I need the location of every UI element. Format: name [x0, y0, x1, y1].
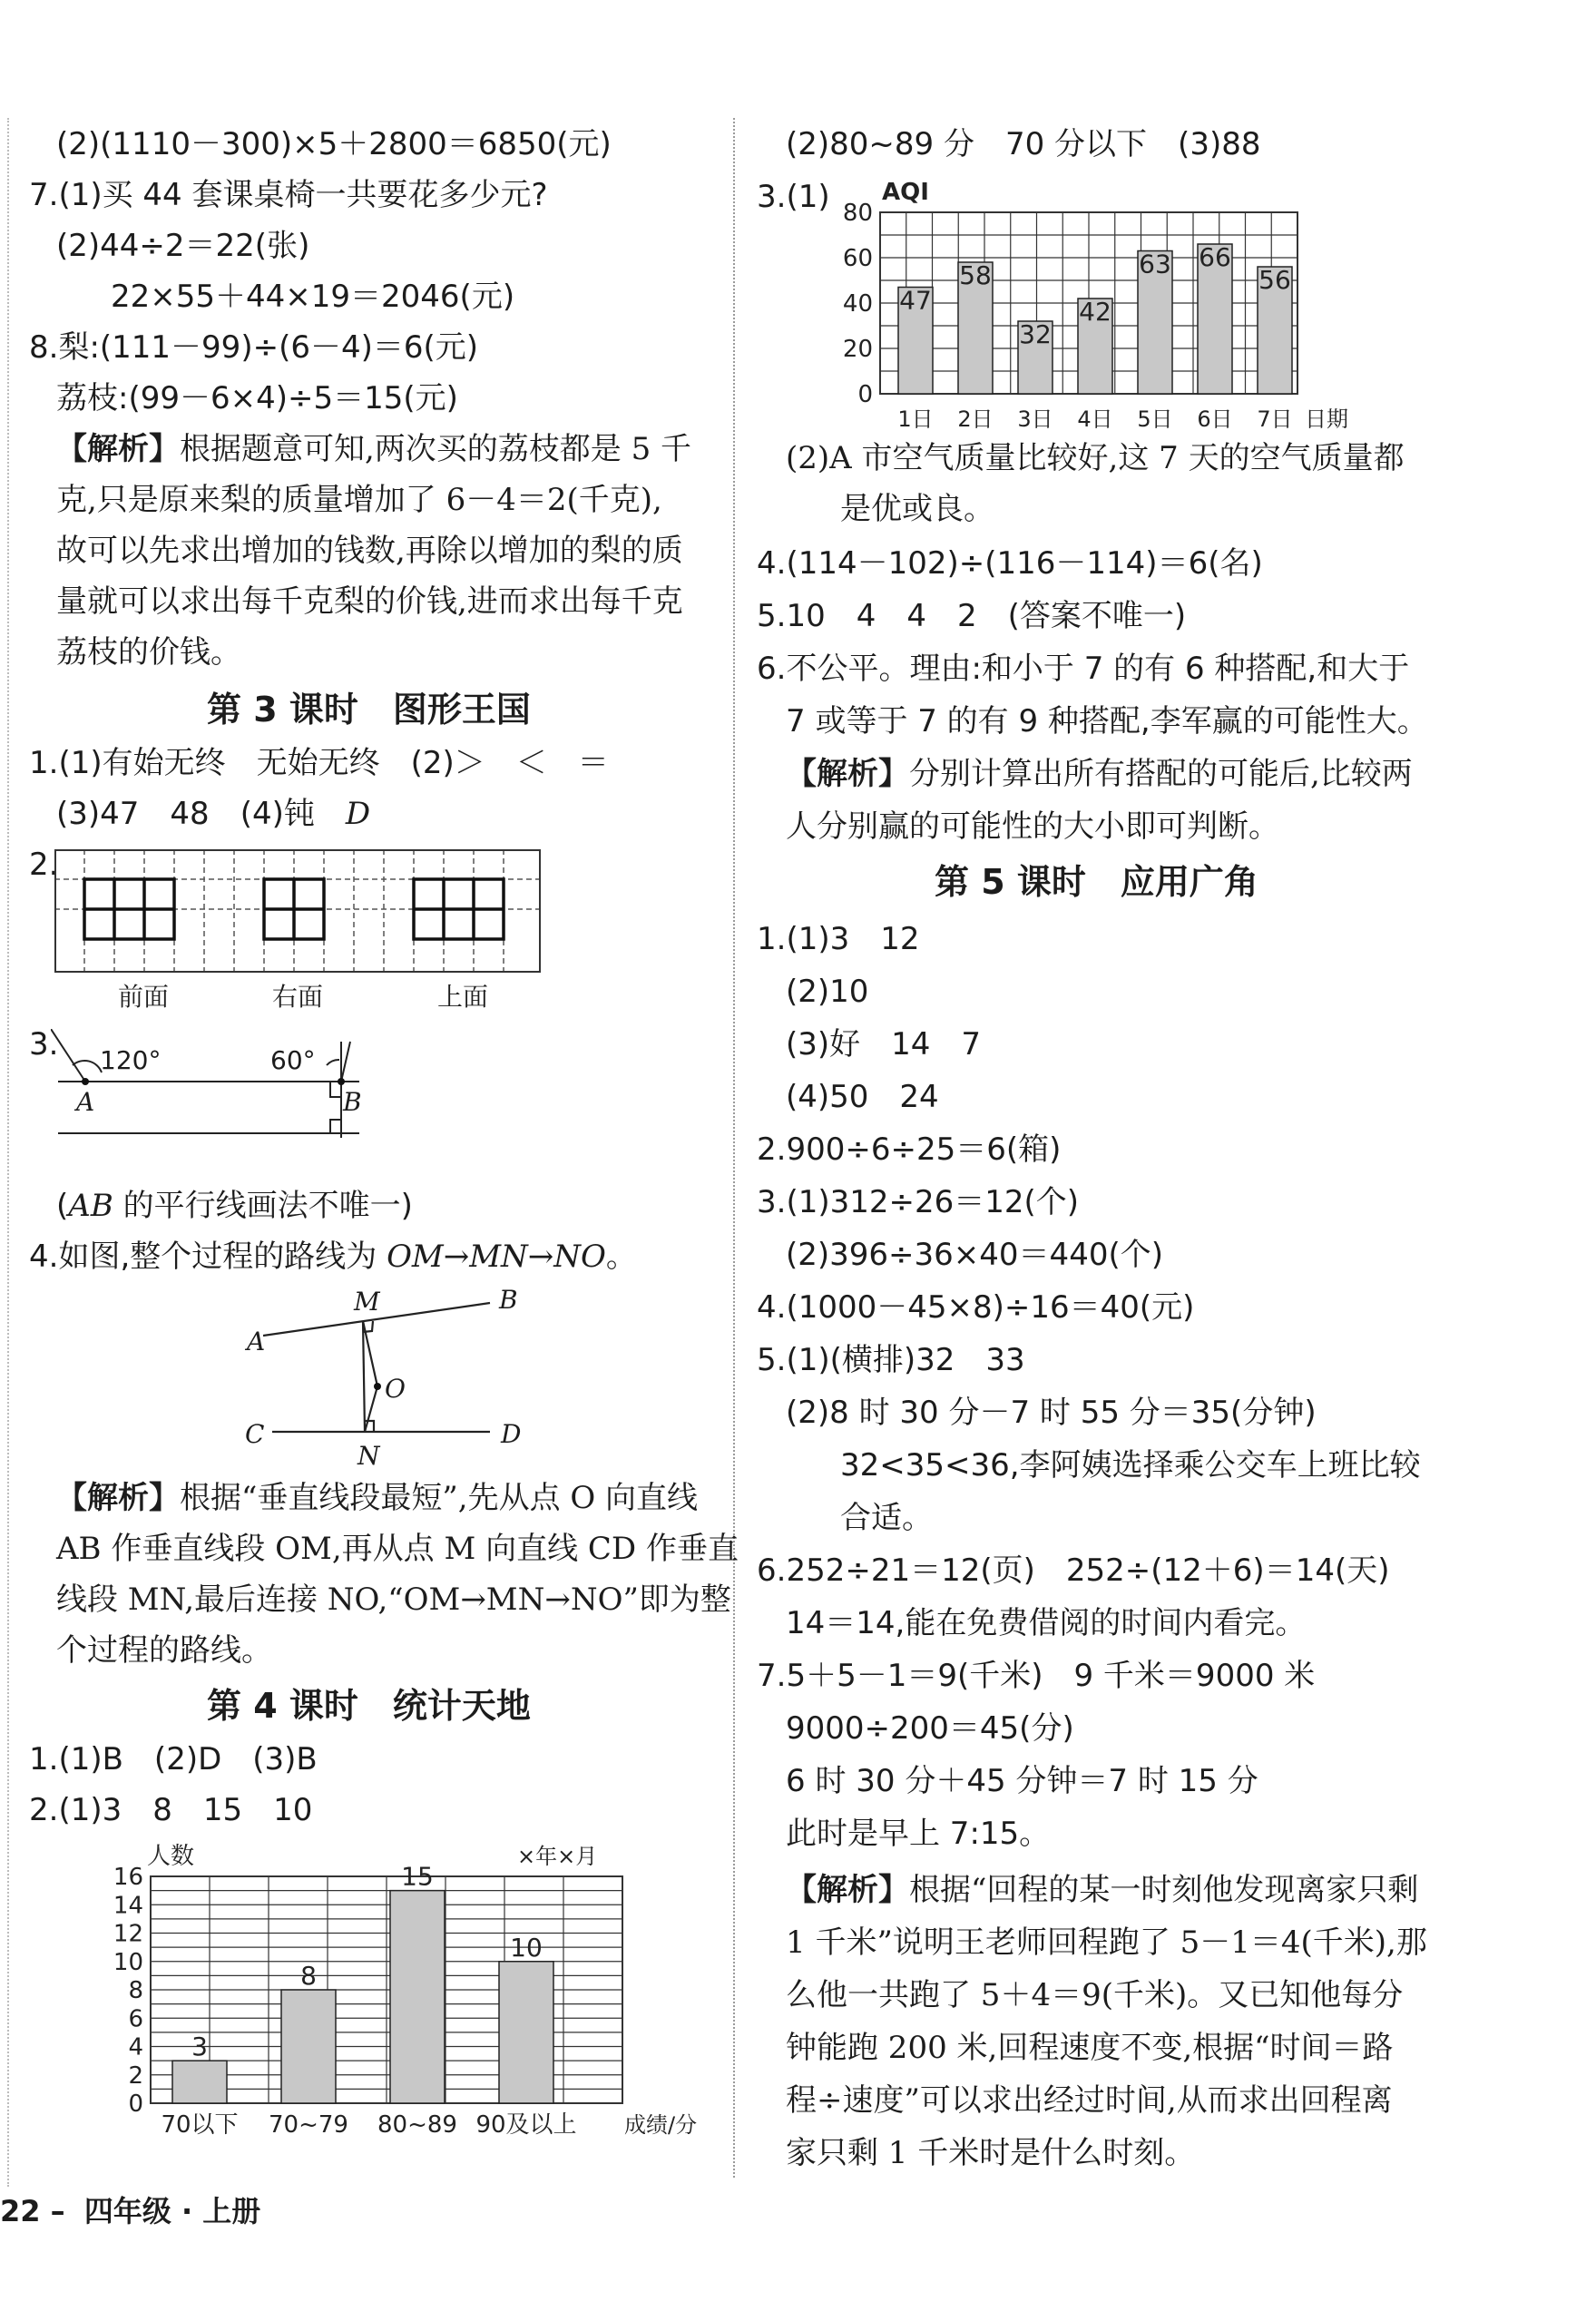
analysis-8-line3: 故可以先求出增加的钱数,再除以增加的梨的质 — [56, 533, 683, 569]
s5-answer-1b: (2)10 — [786, 974, 869, 1010]
s5-answer-7c: 6 时 30 分＋45 分钟＝7 时 15 分 — [786, 1763, 1258, 1799]
data-label: 56 — [1258, 265, 1291, 295]
segment-ab: AB — [68, 1188, 113, 1224]
bar-2 — [281, 1990, 336, 2103]
y-tick-label: 16 — [113, 1864, 143, 1892]
fig4-label-m: M — [354, 1287, 380, 1317]
y-tick-label: 0 — [128, 2091, 143, 2119]
page-number: 22 — [0, 2194, 41, 2228]
y-tick-label: 2 — [128, 2061, 143, 2090]
analysis-6-line2: 人分别赢的可能性的大小即可判断。 — [786, 808, 1279, 845]
x-tick-label: 4日 — [1077, 406, 1113, 430]
data-label: 3 — [191, 2032, 208, 2062]
answer-7-1: 7.(1)买 44 套课桌椅一共要花多少元? — [29, 177, 548, 213]
data-label: 42 — [1079, 297, 1111, 327]
data-label: 63 — [1139, 249, 1171, 279]
y-tick-label: 14 — [113, 1892, 143, 1920]
s5-answer-6a: 6.252÷21＝12(页) 252÷(12＋6)＝14(天) — [757, 1552, 1390, 1589]
analysis-tag: 【解析】 — [56, 431, 180, 467]
left-margin-rule — [7, 118, 9, 2187]
analysis-7-line5: 程÷速度”可以求出经过时间,从而求出回程离 — [786, 2082, 1393, 2119]
y-tick-label: 40 — [842, 290, 873, 318]
page-footer — [0, 2189, 260, 2230]
analysis-7-line1 — [786, 1869, 1418, 1911]
view-label-front: 前面 — [118, 982, 170, 1012]
angle-60-label: 60° — [270, 1045, 316, 1075]
analysis-tag: 【解析】 — [786, 756, 909, 792]
fig4-label-d: D — [501, 1419, 522, 1449]
s5-answer-5a: 5.(1)(横排)32 33 — [757, 1342, 1025, 1378]
s3-answer-2-num: 2. — [29, 847, 59, 883]
view-label-top: 上面 — [437, 982, 489, 1012]
analysis-7-line2: 1 千米”说明王老师回程跑了 5－1＝4(千米),那 — [786, 1924, 1427, 1961]
s5-answer-3a: 3.(1)312÷26＝12(个) — [757, 1184, 1080, 1220]
y-tick-label: 0 — [857, 381, 873, 409]
data-label: 8 — [300, 1961, 317, 1991]
analysis-7-line6: 家只剩 1 千米时是什么时刻。 — [786, 2135, 1196, 2171]
y-tick-label: 4 — [128, 2033, 143, 2061]
data-label: 58 — [959, 260, 992, 290]
s5-answer-5b: (2)8 时 30 分－7 时 55 分＝35(分钟) — [786, 1395, 1317, 1431]
s3-answer-4-end: 。 — [605, 1239, 637, 1275]
s4-answer-1: 1.(1)B (2)D (3)B — [29, 1741, 318, 1777]
s5-answer-7a: 7.5＋5－1＝9(千米) 9 千米＝9000 米 — [757, 1658, 1316, 1694]
r-answer-3-2a: (2)A 市空气质量比较好,这 7 天的空气质量都 — [786, 440, 1405, 476]
s5-answer-1a: 1.(1)3 12 — [757, 921, 920, 957]
x-tick-label: 2日 — [957, 406, 994, 430]
analysis-text: 根据“回程的某一时刻他发现离家只剩 — [909, 1872, 1419, 1908]
r-answer-5: 5.10 4 4 2 (答案不唯一) — [757, 598, 1187, 634]
analysis-4-line4: 个过程的路线。 — [56, 1632, 272, 1669]
data-label: 10 — [510, 1932, 543, 1963]
x-tick-label: 90及以上 — [475, 2111, 577, 2139]
fig4-label-o: O — [385, 1374, 406, 1404]
data-label: 15 — [401, 1861, 434, 1892]
y-tick-label: 6 — [128, 2005, 143, 2033]
r-answer-6a: 6.不公平。理由:和小于 7 的有 6 种搭配,和大于 — [757, 651, 1410, 687]
x-tick-label: 6日 — [1197, 406, 1233, 430]
s3-answer-1b — [56, 793, 370, 835]
y-tick-label: 80 — [842, 200, 873, 228]
analysis-tag: 【解析】 — [56, 1480, 180, 1516]
answer-8-pear: 8.梨:(111－99)÷(6－4)＝6(元) — [29, 329, 479, 366]
x-axis-title: 日期 — [1305, 406, 1348, 430]
view-label-right: 右面 — [272, 982, 324, 1012]
page-number-dash: – — [40, 2194, 65, 2228]
grade-label: 四年级 · 上册 — [83, 2194, 261, 2228]
s5-answer-2: 2.900÷6÷25＝6(箱) — [757, 1131, 1062, 1168]
x-tick-label: 3日 — [1017, 406, 1053, 430]
r-answer-4: 4.(114－102)÷(116－114)＝6(名) — [757, 545, 1263, 582]
y-tick-label: 20 — [842, 336, 873, 364]
y-tick-label: 8 — [128, 1977, 143, 2005]
point-a-label: A — [76, 1087, 95, 1117]
s5-answer-7d: 此时是早上 7:15。 — [786, 1816, 1051, 1852]
analysis-4-line1 — [56, 1477, 698, 1519]
analysis-7-line3: 么他一共跑了 5＋4＝9(千米)。又已知他每分 — [786, 1977, 1404, 2013]
s3-answer-3-num: 3. — [29, 1026, 59, 1062]
s3-answer-1b-letter: D — [345, 796, 371, 832]
s3-answer-1a: 1.(1)有始无终 无始无终 (2)＞ ＜ ＝ — [29, 745, 609, 781]
bar-3 — [390, 1891, 445, 2103]
x-tick-label: 7日 — [1257, 406, 1293, 430]
data-label: 47 — [899, 285, 932, 316]
x-axis-title: 成绩/分 — [624, 2112, 698, 2138]
point-o-dot — [374, 1383, 381, 1390]
analysis-8-line5: 荔枝的价钱。 — [56, 634, 241, 671]
r-answer-3-2b: 是优或良。 — [840, 491, 994, 527]
section-title-5: 第 5 课时 应用广角 — [935, 862, 1258, 902]
x-tick-label: 70以下 — [161, 2111, 239, 2139]
answer-6-2: (2)(1110－300)×5＋2800＝6850(元) — [56, 126, 612, 162]
y-tick-label: 10 — [113, 1948, 143, 1976]
r-answer-6b: 7 或等于 7 的有 9 种搭配,李军赢的可能性大。 — [786, 703, 1428, 739]
analysis-7-line4: 钟能跑 200 米,回程速度不变,根据“时间＝路 — [786, 2030, 1394, 2066]
r-answer-3-num: 3.(1) — [757, 179, 830, 215]
bar-1 — [172, 2061, 227, 2103]
section-title-4: 第 4 课时 统计天地 — [207, 1686, 531, 1726]
fig4-label-n: N — [357, 1441, 380, 1471]
x-tick-label: 70~79 — [269, 2111, 348, 2139]
s3-answer-4-text: 4.如图,整个过程的路线为 — [29, 1239, 387, 1275]
x-tick-label: 1日 — [897, 406, 934, 430]
s3-answer-3-note — [56, 1185, 413, 1227]
y-axis-title: AQI — [882, 179, 929, 206]
paren-open: ( — [56, 1188, 69, 1224]
s5-answer-7b: 9000÷200＝45(分) — [786, 1710, 1074, 1747]
s5-answer-1c: (3)好 14 7 — [786, 1026, 982, 1062]
data-label: 32 — [1019, 319, 1052, 349]
date-note: ×年×月 — [517, 1844, 598, 1869]
analysis-8-line2: 克,只是原来梨的质量增加了 6－4＝2(千克), — [56, 482, 662, 518]
s5-answer-4: 4.(1000－45×8)÷16＝40(元) — [757, 1289, 1195, 1326]
fig4-label-b: B — [499, 1285, 518, 1315]
x-tick-label: 80~89 — [377, 2111, 457, 2139]
analysis-8-line4: 量就可以求出每千克梨的价钱,进而求出每千克 — [56, 583, 683, 620]
y-tick-label: 12 — [113, 1920, 143, 1948]
aqi-bar-chart — [826, 167, 1552, 430]
bar-4 — [499, 1962, 553, 2103]
analysis-4-line3: 线段 MN,最后连接 NO,“OM→MN→NO”即为整 — [56, 1581, 731, 1618]
x-tick-label: 5日 — [1137, 406, 1173, 430]
answer-8-lychee: 荔枝:(99－6×4)÷5＝15(元) — [56, 380, 458, 416]
data-label: 66 — [1199, 242, 1231, 272]
s3-answer-4-route: OM→MN→NO — [387, 1239, 606, 1275]
fig4-label-a: A — [247, 1327, 266, 1356]
answer-7-2-calc: 22×55＋44×19＝2046(元) — [111, 279, 515, 315]
point-b-label: B — [343, 1087, 362, 1117]
column-divider — [733, 118, 735, 2178]
s3-answer-4 — [29, 1236, 637, 1278]
y-tick-label: 60 — [842, 245, 873, 273]
y-axis-title: 人数 — [147, 1843, 195, 1870]
analysis-6-line1 — [786, 753, 1413, 795]
analysis-8-line1 — [56, 428, 691, 470]
s5-answer-3b: (2)396÷36×40＝440(个) — [786, 1237, 1163, 1273]
s4-answer-2: 2.(1)3 8 15 10 — [29, 1792, 313, 1828]
analysis-tag: 【解析】 — [786, 1872, 909, 1908]
analysis-text: 根据“垂直线段最短”,先从点 O 向直线 — [180, 1480, 699, 1516]
analysis-text: 分别计算出所有搭配的可能后,比较两 — [909, 756, 1413, 792]
score-bar-chart — [100, 1836, 726, 2181]
fig4-label-c: C — [245, 1419, 265, 1449]
s5-answer-1d: (4)50 24 — [786, 1079, 939, 1115]
s5-answer-5c: 32<35<36,李阿姨选择乘公交车上班比较 — [840, 1447, 1421, 1484]
s3-answer-3-note-text: 的平行线画法不唯一) — [113, 1188, 413, 1224]
s3-answer-1b-text: (3)47 48 (4)钝 — [56, 796, 346, 832]
s5-answer-5d: 合适。 — [840, 1500, 933, 1536]
r-answer-2: (2)80~89 分 70 分以下 (3)88 — [786, 126, 1261, 162]
answer-7-2: (2)44÷2＝22(张) — [56, 228, 310, 264]
analysis-4-line2: AB 作垂直线段 OM,再从点 M 向直线 CD 作垂直 — [56, 1531, 739, 1567]
angle-120-label: 120° — [100, 1045, 162, 1075]
analysis-text: 根据题意可知,两次买的荔枝都是 5 千 — [180, 431, 692, 467]
s5-answer-6b: 14＝14,能在免费借阅的时间内看完。 — [786, 1605, 1307, 1641]
section-title-3: 第 3 课时 图形王国 — [207, 690, 531, 730]
